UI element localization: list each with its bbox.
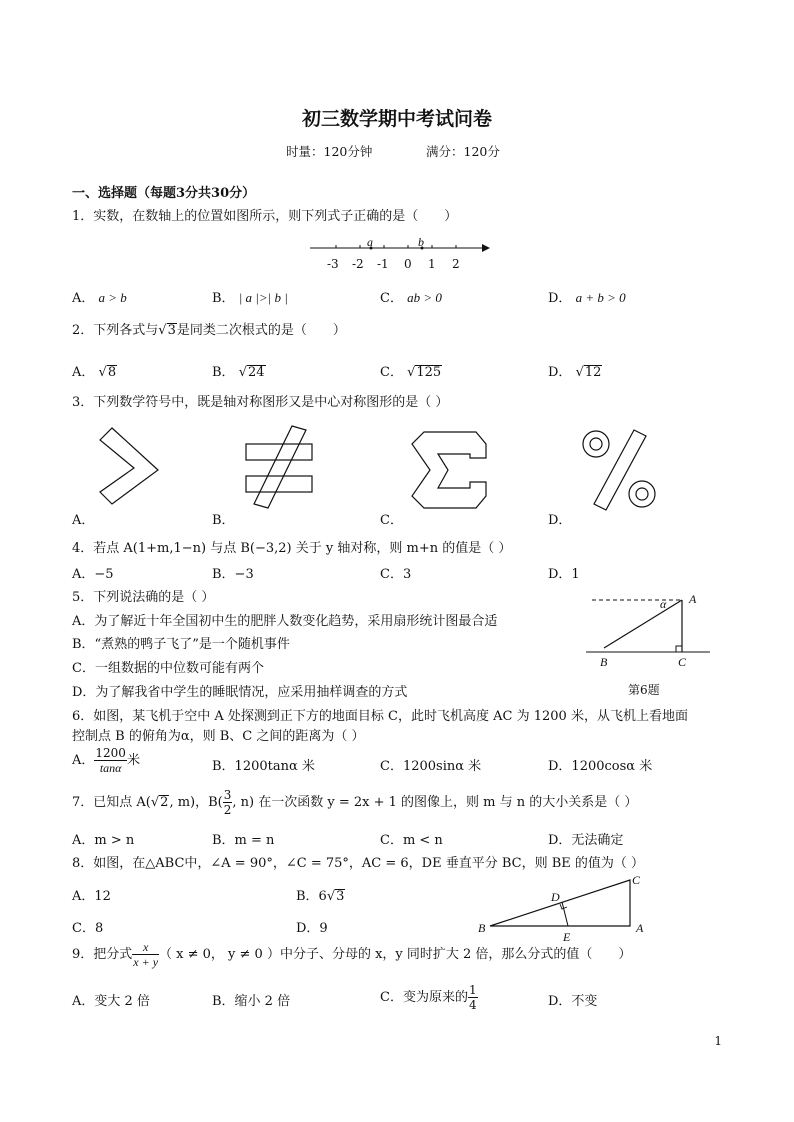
q8-option-b: B．6√3	[296, 889, 345, 904]
q4-option-d: D．1	[548, 567, 580, 582]
q7-option-d: D．无法确定	[548, 833, 624, 848]
q4-option-b: B．−3	[212, 567, 254, 582]
full-score: 满分：120分	[426, 144, 500, 159]
q8-stem: 8．如图，在△ABC中，∠A = 90°，∠C = 75°，AC = 6，DE 垂直平分 BC，则 BE 的值为（ ）	[72, 856, 645, 871]
q5-option-c: C．一组数据的中位数可能有两个	[72, 661, 264, 676]
q4-stem: 4．若点 A(1+m,1−n) 与点 B(−3,2) 关于 y 轴对称，则 m+n 的值是（ ）	[72, 541, 512, 556]
fig6-label-alpha: α	[660, 597, 667, 611]
q1-option-c: C． ab > 0	[380, 290, 442, 306]
q2-option-a: A． √8	[72, 365, 117, 380]
q5-option-d: D．为了解我省中学生的睡眠情况，应采用抽样调查的方式	[72, 685, 408, 700]
point-a-label: a	[367, 235, 373, 249]
q5-option-a: A．为了解近十年全国初中生的肥胖人数变化趋势，采用扇形统计图最合适	[72, 614, 498, 629]
page-number: 1	[714, 1034, 722, 1048]
q1-option-a: A． a > b	[72, 290, 127, 306]
fig6-label-c: C	[678, 655, 687, 669]
q6-option-c: C．1200sinα 米	[380, 759, 482, 774]
q1-option-d: D． a + b > 0	[548, 290, 626, 306]
point-b-label: b	[418, 235, 424, 249]
q6-stem-line1: 6．如图，某飞机于空中 A 处探测到正下方的地面目标 C，此时飞机高度 AC 为 1200 米，从飞机上看地面	[72, 709, 688, 724]
percent-symbol-figure	[580, 428, 660, 512]
q6-option-a: A． $\frac{1200}{\tan\alpha}$ 米	[72, 746, 140, 775]
q3-option-b: B．	[212, 513, 235, 528]
q6-option-b: B．1200tanα 米	[212, 759, 315, 774]
fig8-label-c: C	[632, 873, 641, 887]
tick-label: 0	[404, 257, 412, 271]
q3-stem: 3．下列数学符号中，既是轴对称图形又是中心对称图形的是（ ）	[72, 395, 449, 410]
q7-option-a: A．m > n	[72, 833, 135, 848]
q3-option-c: C．	[380, 513, 403, 528]
q2-option-c: C． √125	[380, 365, 442, 380]
time-limit: 时量：120分钟	[286, 144, 373, 159]
q7-option-c: C．m < n	[380, 833, 443, 848]
page-title: 初三数学期中考试问卷	[301, 108, 492, 130]
figure-8-triangle	[490, 880, 640, 932]
sigma-like-symbol-figure	[412, 432, 488, 510]
tick-label: 1	[428, 257, 436, 271]
tick-label: 2	[452, 257, 460, 271]
not-equal-symbol-figure	[244, 424, 316, 510]
fig8-label-d: D	[551, 890, 560, 904]
q5-stem: 5．下列说法确的是（ ）	[72, 590, 215, 605]
q7-option-b: B．m = n	[212, 833, 275, 848]
q1-option-b: B． | a |>| b |	[212, 290, 288, 306]
q8-option-c: C．8	[72, 921, 104, 936]
q9-option-d: D．不变	[548, 994, 598, 1009]
fig6-label-a: A	[689, 592, 697, 606]
q8-option-a: A．12	[72, 889, 111, 904]
fig6-caption: 第6题	[628, 683, 660, 697]
tick-label: -1	[377, 257, 389, 271]
q9-option-b: B．缩小 2 倍	[212, 994, 291, 1009]
tick-label: -2	[352, 257, 364, 271]
section-heading: 一、选择题（每题3分共30分）	[72, 186, 256, 201]
fig8-label-a: A	[636, 921, 644, 935]
q6-stem-line2: 控制点 B 的俯角为α，则 B、C 之间的距离为（ ）	[72, 729, 365, 744]
q2-option-b: B． √24	[212, 365, 265, 380]
q7-stem: 7．已知点 A(√2, m)，B( $\frac{3}{2}$ , n) 在一次函数 y = 2x + 1 的图像上，则 m 与 n 的大小关系是（ ）	[72, 788, 638, 817]
sqrt-sign: √	[158, 323, 167, 338]
q9-option-a: A．变大 2 倍	[72, 994, 150, 1009]
q2-stem: 2．下列各式与√3是同类二次根式的是（ ）	[72, 323, 346, 338]
q4-option-c: C．3	[380, 567, 412, 582]
q5-option-b: B．“煮熟的鸭子飞了”是一个随机事件	[72, 637, 290, 652]
chevron-symbol-figure	[100, 428, 162, 504]
fig6-label-b: B	[600, 655, 608, 669]
fig8-label-e: E	[563, 930, 571, 944]
q6-option-d: D．1200cosα 米	[548, 759, 653, 774]
q4-option-a: A．−5	[72, 567, 114, 582]
q3-option-a: A．	[72, 513, 95, 528]
tick-label: -3	[327, 257, 339, 271]
fig8-label-b: B	[478, 921, 486, 935]
q9-option-c: C．变为原来的 $\frac{1}{4}$	[380, 983, 477, 1012]
q2-option-d: D． √12	[548, 365, 602, 380]
q9-stem: 9．把分式 $\frac{x}{x + y}$ （ x ≠ 0， y ≠ 0 ）中分子、分母的 x，y 同时扩大 2 倍，那么分式的值（ ）	[72, 940, 632, 969]
q8-option-d: D．9	[296, 921, 328, 936]
q3-option-d: D．	[548, 513, 572, 528]
q1-stem: 1．实数，在数轴上的位置如图所示，则下列式子正确的是（ ）	[72, 209, 458, 224]
